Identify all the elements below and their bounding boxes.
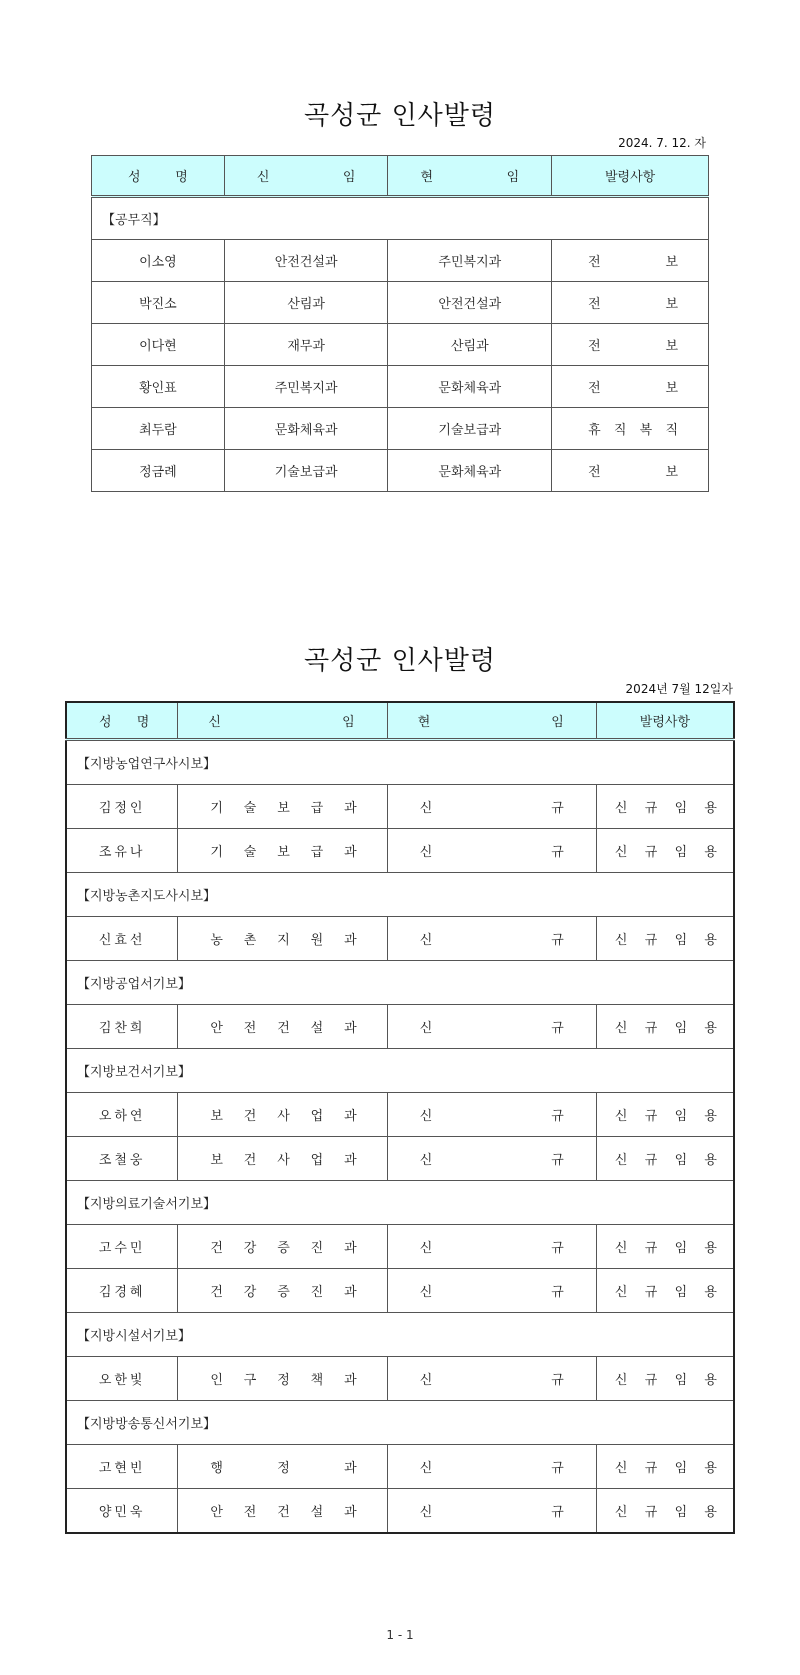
section-title: 【지방시설서기보】	[66, 1313, 734, 1357]
person-name: 양민욱	[66, 1489, 178, 1534]
table-row	[66, 1225, 734, 1269]
table-row	[66, 785, 734, 829]
current-post: 신 규	[387, 1269, 596, 1313]
current-post: 신 규	[387, 1005, 596, 1049]
section-row	[66, 1313, 734, 1357]
person-name: 정금례	[92, 450, 225, 492]
action-type: 신 규 임 용	[596, 917, 734, 961]
action-type: 전 보	[552, 366, 709, 408]
header-name: 성 명	[92, 156, 225, 197]
person-name: 박진소	[92, 282, 225, 324]
section-row	[66, 740, 734, 785]
header-action: 발령사항	[552, 156, 709, 197]
table-row	[92, 408, 709, 450]
person-name: 김찬희	[66, 1005, 178, 1049]
doc1-table	[91, 155, 709, 492]
section-row	[66, 1401, 734, 1445]
current-post: 문화체육과	[388, 450, 552, 492]
action-type: 신 규 임 용	[596, 1489, 734, 1534]
doc1-header-row	[92, 156, 709, 197]
current-post: 문화체육과	[388, 366, 552, 408]
person-name: 오한빛	[66, 1357, 178, 1401]
table-row	[92, 366, 709, 408]
current-post: 주민복지과	[388, 240, 552, 282]
action-type: 전 보	[552, 450, 709, 492]
section-title: 【지방보건서기보】	[66, 1049, 734, 1093]
section-title: 【공무직】	[92, 197, 709, 240]
table-row	[92, 240, 709, 282]
doc2-date: 2024년 7월 12일자	[625, 682, 733, 696]
action-type: 신 규 임 용	[596, 829, 734, 873]
person-name: 황인표	[92, 366, 225, 408]
new-post: 주민복지과	[224, 366, 388, 408]
header-current-post: 현 임	[387, 702, 596, 740]
current-post: 신 규	[387, 829, 596, 873]
doc1-date: 2024. 7. 12. 자	[618, 136, 706, 150]
current-post: 신 규	[387, 1137, 596, 1181]
action-type: 신 규 임 용	[596, 1005, 734, 1049]
new-post: 행 정 과	[178, 1445, 387, 1489]
person-name: 오하연	[66, 1093, 178, 1137]
table-row	[66, 1445, 734, 1489]
doc1-title: 곡성군 인사발령	[303, 101, 497, 131]
section-title: 【지방공업서기보】	[66, 961, 734, 1005]
table-row	[66, 1005, 734, 1049]
person-name: 조유나	[66, 829, 178, 873]
action-type: 신 규 임 용	[596, 785, 734, 829]
current-post: 안전건설과	[388, 282, 552, 324]
person-name: 김정인	[66, 785, 178, 829]
table-row	[66, 829, 734, 873]
action-type: 신 규 임 용	[596, 1225, 734, 1269]
current-post: 신 규	[387, 1489, 596, 1534]
action-type: 신 규 임 용	[596, 1445, 734, 1489]
person-name: 조철웅	[66, 1137, 178, 1181]
section-title: 【지방의료기술서기보】	[66, 1181, 734, 1225]
person-name: 고현빈	[66, 1445, 178, 1489]
action-type: 신 규 임 용	[596, 1269, 734, 1313]
person-name: 고수민	[66, 1225, 178, 1269]
person-name: 최두람	[92, 408, 225, 450]
action-type: 휴 직 복 직	[552, 408, 709, 450]
action-type: 신 규 임 용	[596, 1137, 734, 1181]
new-post: 건 강 증 진 과	[178, 1225, 387, 1269]
person-name: 김경혜	[66, 1269, 178, 1313]
new-post: 문화체육과	[224, 408, 388, 450]
person-name: 이소영	[92, 240, 225, 282]
doc2-header-row	[66, 702, 734, 740]
current-post: 신 규	[387, 785, 596, 829]
new-post: 기 술 보 급 과	[178, 785, 387, 829]
page-number: 1 - 1	[386, 1628, 414, 1642]
action-type: 신 규 임 용	[596, 1093, 734, 1137]
section-title: 【지방농촌지도사시보】	[66, 873, 734, 917]
new-post: 안 전 건 설 과	[178, 1005, 387, 1049]
header-action: 발령사항	[596, 702, 734, 740]
table-row	[66, 1269, 734, 1313]
person-name: 신효선	[66, 917, 178, 961]
table-row	[92, 324, 709, 366]
action-type: 신 규 임 용	[596, 1357, 734, 1401]
new-post: 보 건 사 업 과	[178, 1093, 387, 1137]
current-post: 산림과	[388, 324, 552, 366]
current-post: 신 규	[387, 917, 596, 961]
doc2-title: 곡성군 인사발령	[303, 646, 497, 676]
new-post: 건 강 증 진 과	[178, 1269, 387, 1313]
section-row	[66, 1049, 734, 1093]
action-type: 전 보	[552, 240, 709, 282]
new-post: 농 촌 지 원 과	[178, 917, 387, 961]
person-name: 이다현	[92, 324, 225, 366]
current-post: 신 규	[387, 1225, 596, 1269]
section-row	[66, 961, 734, 1005]
table-row	[66, 1489, 734, 1534]
current-post: 신 규	[387, 1357, 596, 1401]
table-row	[66, 1357, 734, 1401]
current-post: 신 규	[387, 1093, 596, 1137]
section-row	[92, 197, 709, 240]
section-title: 【지방농업연구사시보】	[66, 740, 734, 785]
current-post: 신 규	[387, 1445, 596, 1489]
table-row	[92, 450, 709, 492]
new-post: 안 전 건 설 과	[178, 1489, 387, 1534]
new-post: 산림과	[224, 282, 388, 324]
section-row	[66, 1181, 734, 1225]
table-row	[66, 917, 734, 961]
header-name: 성 명	[66, 702, 178, 740]
action-type: 전 보	[552, 282, 709, 324]
new-post: 안전건설과	[224, 240, 388, 282]
action-type: 전 보	[552, 324, 709, 366]
section-row	[66, 873, 734, 917]
section-title: 【지방방송통신서기보】	[66, 1401, 734, 1445]
header-current-post: 현 임	[388, 156, 552, 197]
new-post: 재무과	[224, 324, 388, 366]
table-row	[66, 1093, 734, 1137]
header-new-post: 신 임	[178, 702, 387, 740]
header-new-post: 신 임	[224, 156, 388, 197]
current-post: 기술보급과	[388, 408, 552, 450]
table-row	[92, 282, 709, 324]
new-post: 인 구 정 책 과	[178, 1357, 387, 1401]
new-post: 기술보급과	[224, 450, 388, 492]
table-row	[66, 1137, 734, 1181]
new-post: 기 술 보 급 과	[178, 829, 387, 873]
doc2-table	[65, 701, 735, 1534]
new-post: 보 건 사 업 과	[178, 1137, 387, 1181]
